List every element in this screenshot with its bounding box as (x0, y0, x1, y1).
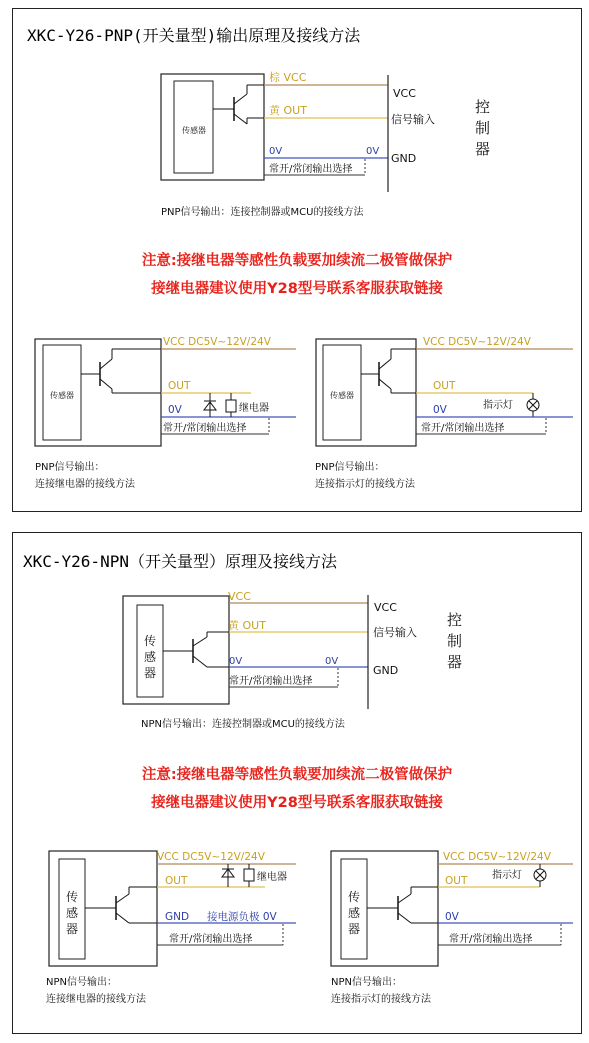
term-sig: 信号输入 (391, 113, 435, 126)
lamp-label: 指示灯 (483, 400, 513, 411)
relay-caption-2: 连接继电器的接线方法 (35, 479, 135, 490)
wire-0v-label: 0V (269, 146, 283, 157)
main-caption: PNP信号输出：连接控制器或MCU的接线方法 (161, 207, 364, 218)
npn-sensor-char-1: 传 (143, 634, 157, 648)
npn-relay-sensor-3: 器 (65, 922, 79, 936)
npn-relay-caption-1: NPN信号输出： (46, 977, 117, 988)
term-vcc: VCC (393, 87, 416, 100)
npn-lamp-diagram (13, 533, 583, 1035)
pnp-lamp-diagram (13, 9, 583, 513)
npn-main-caption: NPN信号输出：连接控制器或MCU的接线方法 (141, 719, 345, 730)
controller-char-1: 控 (475, 98, 491, 116)
npn-term-vcc: VCC (374, 601, 397, 614)
npn-relay-switch-label: 常开/常闭输出选择 (169, 934, 253, 945)
npn-warning-2: 接继电器建议使用Y28型号联系客服获取链接 (151, 795, 443, 811)
npn-wire-vcc-label: VCC (228, 590, 251, 603)
npn-controller-char-1: 控 (447, 611, 463, 629)
npn-sensor-char-2: 感 (143, 650, 157, 664)
relay-0v-label: 0V (168, 404, 182, 416)
lamp-0v-label: 0V (433, 404, 447, 416)
circuit-wire (379, 359, 391, 369)
npn-relay-sensor-2: 感 (65, 906, 79, 920)
switch-label: 常开/常闭输出选择 (269, 164, 353, 175)
npn-lamp-caption-1: NPN信号输出： (331, 977, 402, 988)
npn-lamp-sensor-3: 器 (347, 922, 361, 936)
npn-lamp-switch-label: 常开/常闭输出选择 (449, 934, 533, 945)
lamp-caption-2: 连接指示灯的接线方法 (315, 479, 415, 490)
npn-term-gnd: GND (373, 664, 399, 677)
pnp-panel (12, 8, 582, 512)
npn-relay-label: 继电器 (257, 872, 287, 883)
npn-relay-out-label: OUT (165, 875, 188, 887)
wire-out-label: 黄 OUT (269, 104, 307, 117)
npn-controller-char-2: 制 (447, 632, 463, 650)
npn-sensor-char-3: 器 (143, 666, 157, 680)
relay-caption-1: PNP信号输出： (35, 462, 105, 473)
controller-char-2: 制 (475, 119, 491, 137)
term-gnd: GND (391, 152, 417, 165)
lamp-caption-1: PNP信号输出： (315, 462, 385, 473)
lamp-vcc-label: VCC DC5V~12V/24V (423, 336, 531, 348)
relay-out-label: OUT (168, 380, 191, 392)
npn-lamp-0v-label: 0V (445, 911, 459, 923)
npn-lamp-vcc-label: VCC DC5V~12V/24V (443, 851, 551, 863)
npn-lamp-out-label: OUT (445, 875, 468, 887)
circuit-wire (398, 913, 411, 923)
circuit-wire (379, 379, 391, 389)
npn-switch-label: 常开/常闭输出选择 (229, 676, 313, 687)
relay-label: 继电器 (239, 403, 269, 414)
lamp-switch-label: 常开/常闭输出选择 (421, 423, 505, 434)
npn-lamp-sensor-2: 感 (347, 906, 361, 920)
wire-0v-right-label: 0V (366, 146, 380, 157)
npn-wire-0v-right-label: 0V (325, 656, 339, 667)
npn-lamp-sensor-1: 传 (347, 890, 361, 904)
npn-panel (12, 532, 582, 1034)
wire-vcc-label: 棕 VCC (269, 71, 307, 84)
lamp-out-label: OUT (433, 380, 456, 392)
npn-wire-0v-label: 0V (229, 656, 243, 667)
pnp-warning-2: 接继电器建议使用Y28型号联系客服获取链接 (151, 281, 443, 297)
controller-char-3: 器 (475, 140, 491, 158)
relay-vcc-label: VCC DC5V~12V/24V (163, 336, 271, 348)
npn-title: XKC-Y26-NPN（开关量型）原理及接线方法 (23, 552, 337, 571)
npn-wire-out-label: 黄 OUT (228, 619, 266, 632)
relay-sensor-label: 传感器 (50, 391, 74, 400)
npn-lamp-label: 指示灯 (492, 870, 522, 881)
pnp-warning-1: 注意:接继电器等感性负载要加续流二极管做保护 (141, 253, 453, 269)
npn-relay-gnd-label: GND (165, 911, 190, 923)
npn-controller-char-3: 器 (447, 653, 463, 671)
npn-relay-neg-label: 接电源负极 0V (207, 911, 277, 923)
npn-term-sig: 信号输入 (373, 626, 417, 639)
npn-lamp-caption-2: 连接指示灯的接线方法 (331, 994, 431, 1005)
npn-relay-caption-2: 连接继电器的接线方法 (46, 994, 146, 1005)
npn-relay-sensor-1: 传 (65, 890, 79, 904)
pnp-title: XKC-Y26-PNP(开关量型)输出原理及接线方法 (27, 26, 361, 45)
relay-switch-label: 常开/常闭输出选择 (163, 423, 247, 434)
npn-warning-1: 注意:接继电器等感性负载要加续流二极管做保护 (141, 767, 453, 783)
sensor-label: 传感器 (182, 126, 206, 135)
npn-relay-vcc-label: VCC DC5V~12V/24V (157, 851, 265, 863)
circuit-wire (398, 894, 411, 903)
lamp-sensor-label: 传感器 (330, 391, 354, 400)
